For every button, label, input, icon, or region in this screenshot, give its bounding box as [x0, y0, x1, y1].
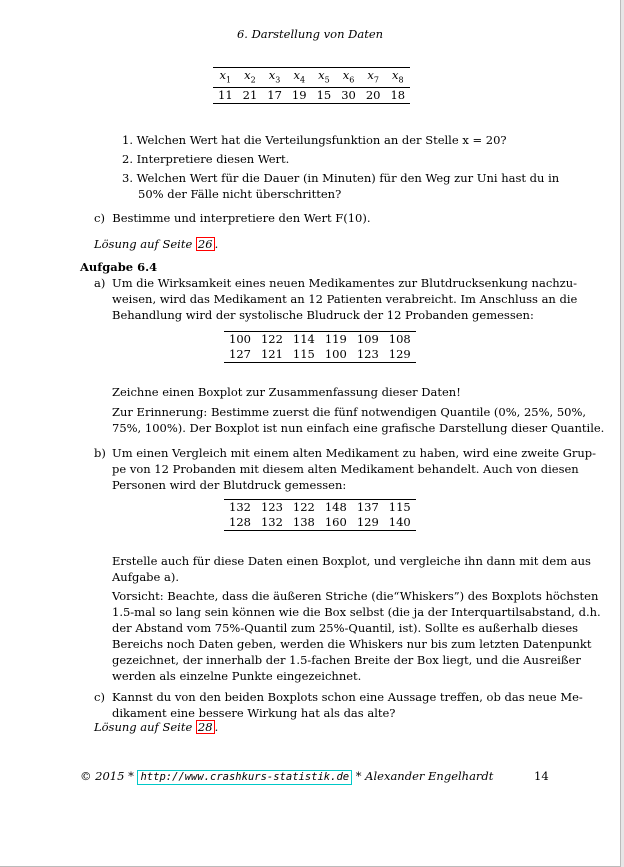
data-table-new-drug [224, 331, 416, 363]
table-header-row [213, 68, 410, 88]
part-b-instruction-line: Aufgabe a). [112, 570, 180, 584]
part-c-line: Kannst du von den beiden Boxplots schon eine Aussage treffen, ob das neue Me- [112, 690, 583, 704]
item-label: c) [94, 211, 105, 225]
part-a-line: weisen, wird das Medikament an 12 Patienten verabreicht. Im Anschluss an die [112, 292, 578, 306]
table-cell: 121 [256, 347, 288, 363]
table-cell: 129 [384, 347, 416, 363]
table-cell: 128 [224, 515, 256, 531]
table-header-cell: $x_2$ [238, 68, 263, 88]
part-b-note-line: Bereichs noch Daten geben, werden die Whiskers nur bis zum letzten Datenpunkt [112, 637, 592, 651]
table-row [224, 515, 416, 531]
part-c-label: c) [94, 690, 105, 704]
table-cell: 122 [288, 500, 320, 516]
table-cell: 119 [320, 332, 352, 348]
table-cell: 137 [352, 500, 384, 516]
table-cell: 15 [312, 88, 337, 104]
table-header-cell: $x_5$ [312, 68, 337, 88]
table-cell: 100 [320, 347, 352, 363]
list-text: Welchen Wert für die Dauer (in Minuten) für den Weg zur Uni hast du in [136, 171, 560, 185]
part-b-note-line: 1.5-mal so lang sein können wie die Box selbst (die ja der Interquartilsabstand, d.h. [112, 605, 601, 619]
question-2 [122, 151, 289, 167]
website-link[interactable]: http://www.crashkurs-statistik.de [137, 770, 352, 785]
item-text: Bestimme und interpretiere den Wert F(10). [112, 211, 371, 225]
table-cell: 129 [352, 515, 384, 531]
list-number: 2. [122, 152, 133, 166]
table-cell: 127 [224, 347, 256, 363]
question-3-continuation: 50% der Fälle nicht überschritten? [138, 187, 342, 201]
table-cell: 18 [385, 88, 410, 104]
list-text: Interpretiere diesen Wert. [136, 152, 290, 166]
table-cell: 108 [384, 332, 416, 348]
part-a-line: Behandlung wird der systolische Bludruck der 12 Probanden gemessen: [112, 308, 534, 322]
table-cell: 123 [352, 347, 384, 363]
table-header-cell: $x_4$ [287, 68, 312, 88]
table-header-cell: $x_8$ [385, 68, 410, 88]
table-header-cell: $x_7$ [361, 68, 386, 88]
solution-page-link[interactable]: 28 [197, 720, 213, 734]
table-cell: 148 [320, 500, 352, 516]
table-cell: 30 [336, 88, 361, 104]
table-row [224, 500, 416, 516]
table-cell: 115 [288, 347, 320, 363]
table-cell: 140 [384, 515, 416, 531]
part-b-instruction-line: Erstelle auch für diese Daten einen Boxplot, und vergleiche ihn dann mit dem aus [112, 554, 591, 568]
page-number: 14 [534, 769, 549, 783]
table-cell: 114 [288, 332, 320, 348]
part-b-note-line: der Abstand vom 75%-Quantil zum 25%-Quantil, ist). Sollte es außerhalb dieses [112, 621, 579, 635]
data-table-x [213, 67, 410, 104]
table-cell: 138 [288, 515, 320, 531]
part-b-label: b) [94, 446, 106, 460]
list-text: Welchen Wert hat die Verteilungsfunktion an der Stelle x = 20? [136, 133, 507, 147]
part-a-line: Um die Wirksamkeit eines neuen Medikamentes zur Blutdrucksenkung nachzu- [112, 276, 578, 290]
table-cell: 19 [287, 88, 312, 104]
question-3 [122, 170, 559, 186]
table-cell: 123 [256, 500, 288, 516]
part-a-instruction: Zeichne einen Boxplot zur Zusammenfassung dieser Daten! [112, 385, 461, 399]
table-cell: 11 [213, 88, 238, 104]
part-b-line: pe von 12 Probanden mit diesem alten Medikament behandelt. Auch von diesen [112, 462, 579, 476]
table-row [224, 347, 416, 363]
table-cell: 115 [384, 500, 416, 516]
part-b-note-line: Vorsicht: Beachte, dass die äußeren Striche (die“Whiskers”) des Boxplots höchsten [112, 589, 599, 603]
part-a-reminder-line: 75%, 100%). Der Boxplot ist nun einfach eine grafische Darstellung dieser Quantile. [112, 421, 605, 435]
table-cell: 17 [262, 88, 287, 104]
data-table-old-drug [224, 499, 416, 531]
table-cell: 109 [352, 332, 384, 348]
exercise-title: Aufgabe 6.4 [80, 260, 158, 274]
table-header-cell: $x_6$ [336, 68, 361, 88]
list-number: 3. [122, 171, 133, 185]
table-cell: 132 [224, 500, 256, 516]
part-b-note-line: werden als einzelne Punkte eingezeichnet. [112, 669, 362, 683]
solution-reference-1: Lösung auf Seite 26 . [94, 237, 219, 251]
table-cell: 100 [224, 332, 256, 348]
table-cell: 122 [256, 332, 288, 348]
author-text: * Alexander Engelhardt [355, 769, 494, 783]
part-c-line: dikament eine bessere Wirkung hat als das alte? [112, 706, 396, 720]
list-number: 1. [122, 133, 133, 147]
table-header-cell: $x_1$ [213, 68, 238, 88]
table-header-cell: $x_3$ [262, 68, 287, 88]
part-c-first [94, 210, 370, 226]
page-header: 6. Darstellung von Daten [236, 27, 384, 41]
question-1 [122, 132, 507, 148]
table-cell: 132 [256, 515, 288, 531]
page-footer [80, 768, 493, 785]
table-cell: 160 [320, 515, 352, 531]
part-b-line: Personen wird der Blutdruck gemessen: [112, 478, 347, 492]
copyright-text: © 2015 * [80, 769, 134, 783]
part-a-reminder-line: Zur Erinnerung: Bestimme zuerst die fünf notwendigen Quantile (0%, 25%, 50%, [112, 405, 587, 419]
part-b-line: Um einen Vergleich mit einem alten Medikament zu haben, wird eine zweite Grup- [112, 446, 597, 460]
table-row [213, 88, 410, 104]
table-cell: 21 [238, 88, 263, 104]
solution-reference-2: Lösung auf Seite 28 . [94, 720, 219, 734]
part-a-label: a) [94, 276, 106, 290]
part-b-note-line: gezeichnet, der innerhalb der 1.5-fachen Breite der Box liegt, und die Ausreißer [112, 653, 581, 667]
table-cell: 20 [361, 88, 386, 104]
table-row [224, 332, 416, 348]
solution-page-link[interactable]: 26 [197, 237, 213, 251]
